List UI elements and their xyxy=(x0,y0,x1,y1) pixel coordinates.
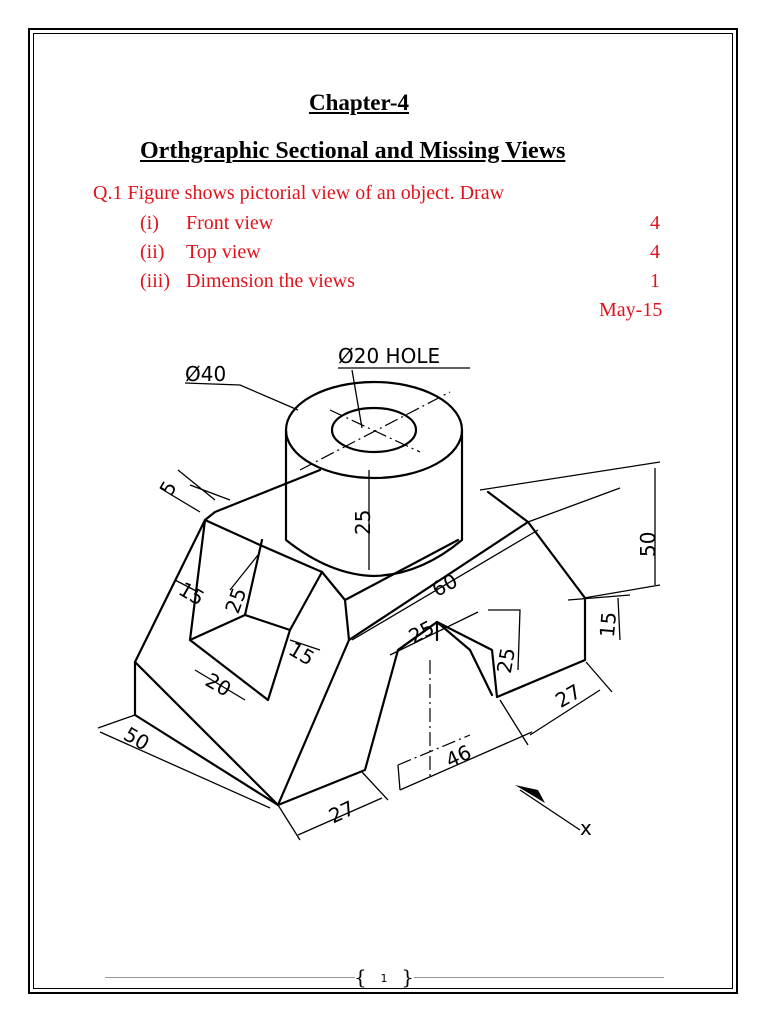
view-arrow-line xyxy=(520,790,580,830)
question-item-text: Top view xyxy=(186,241,261,263)
dim-label-27-a: 27 xyxy=(325,795,359,829)
question-item-text: Dimension the views xyxy=(186,270,355,292)
dim-label-15-c: 15 xyxy=(594,610,622,639)
dim-label-hole: Ø20 HOLE xyxy=(338,344,441,368)
dim-label-dia40: Ø40 xyxy=(185,362,227,386)
dim-label-25-arch: 25 xyxy=(404,615,439,649)
view-arrow-head xyxy=(515,785,545,803)
question-item-marks: 4 xyxy=(650,212,660,234)
dim-label-20: 20 xyxy=(201,667,236,702)
page-number: 1 xyxy=(380,972,388,985)
view-direction-label: x xyxy=(580,816,592,840)
question-item-number: (iii) xyxy=(140,270,170,292)
footer-rule xyxy=(105,977,355,978)
footer-rule xyxy=(414,977,664,978)
leader-hole xyxy=(338,368,470,428)
question-item-marks: 1 xyxy=(650,270,660,292)
dim-label-25-arch-h: 25 xyxy=(491,645,520,676)
chapter-title: Chapter-4 xyxy=(308,90,410,115)
dim-label-50-w: 50 xyxy=(119,721,154,756)
top-back-edge xyxy=(215,470,320,512)
right-ridge xyxy=(278,572,349,805)
dim-27-b xyxy=(500,662,612,745)
slot-bottom xyxy=(245,615,290,630)
dim-label-25-cyl: 25 xyxy=(351,509,375,535)
dim-50-w xyxy=(98,715,270,808)
ext-60 xyxy=(528,488,620,522)
exam-session: May-15 xyxy=(599,299,663,321)
question-item-text: Front view xyxy=(186,212,274,234)
dim-label-46: 46 xyxy=(441,739,476,773)
question-item-number: (i) xyxy=(140,212,159,234)
dim-label-50-h: 50 xyxy=(636,531,660,557)
page-number-box: { 1 } xyxy=(354,965,414,989)
question-text: Q.1 Figure shows pictorial view of an object. Draw xyxy=(93,182,505,204)
dim-label-25-slot: 25 xyxy=(220,584,252,617)
leader-dia40 xyxy=(185,383,298,410)
question-item-marks: 4 xyxy=(650,241,660,263)
dim-label-60: 60 xyxy=(427,568,462,602)
dim-label-5: 5 xyxy=(154,476,182,500)
dim-label-15-b: 15 xyxy=(284,636,319,671)
dim-label-15-a: 15 xyxy=(174,576,209,611)
question-item-number: (ii) xyxy=(140,241,165,263)
page-subtitle: Orthgraphic Sectional and Missing Views xyxy=(140,138,566,164)
dim-label-27-b: 27 xyxy=(551,679,586,713)
slot-top-edge xyxy=(205,520,322,572)
